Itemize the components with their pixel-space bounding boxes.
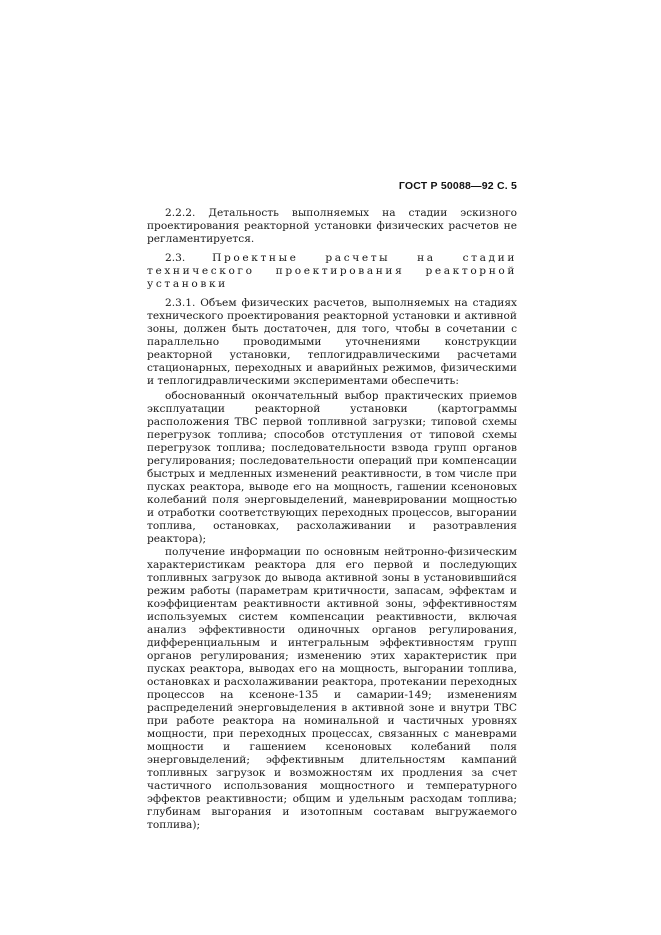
- clause-number: 2.3.1.: [165, 297, 196, 309]
- section-heading-2-3: [147, 252, 517, 291]
- document-body: [147, 207, 517, 832]
- clause-2-2-2: [147, 207, 517, 246]
- running-header: ГОСТ Р 50088—92 С. 5: [398, 180, 517, 192]
- section-heading-text: Проектные расчеты на стадии технического проектирования реакторной установки: [147, 252, 517, 290]
- section-number: 2.3.: [165, 252, 186, 264]
- clause-number: 2.2.2.: [165, 207, 196, 219]
- clause-text: Объем физических расчетов, выполняемых на стадиях технического проектирования реакторной установки и активной зоны, должен быть достаточен, для того, чтобы в сочетании с параллельно проводимыми уточнениями конструкции реакторной установки, теплогидравлическими расчетами стационарных, переходных и аварийных режимов, физическими и теплогидравлическими экспериментами обеспечить:: [147, 297, 518, 387]
- clause-text: Детальность выполняемых на стадии эскизного проектирования реакторной установки физических расчетов не регламентируется.: [147, 207, 517, 245]
- clause-2-3-1: [147, 297, 517, 388]
- list-item: получение информации по основным нейтронно-физическим характеристикам реактора для его первой и последующих топливных загрузок до вывода активной зоны в установившийся режим работы (параметрам критичности, запасам, эффектам и коэффициентам реактивности активной зоны, эффективностям используемых систем компенсации реактивности, включая анализ эффективности одиночных органов регулирования, дифференциальным и интегральным эффективностям групп органов регулирования; изменению этих характеристик при пусках реактора, выводах его на мощность, выгорании топлива, остановках и расхолаживании реактора, протекании переходных процессов на ксеноне-135 и самарии-149; изменениям распределений энерговыделения в активной зоне и внутри ТВС при работе реактора на номинальной и частичных уровнях мощности, при переходных процессах, связанных с маневрами мощности и гашением ксеноновых колебаний поля энерговыделений; эффективным длительностям кампаний топливных загрузок и возможностям их продления за счет частичного использования мощностного и температурного эффектов реактивности; общим и удельным расходам топлива; глубинам выгорания и изотопным составам выгружаемого топлива);: [147, 546, 517, 831]
- list-item: обоснованный окончательный выбор практических приемов эксплуатации реакторной установки (картограммы расположения ТВС первой топливной загрузки; типовой схемы перегрузок топлива; способов отступления от типовой схемы перегрузок топлива; последовательности взвода групп органов регулирования; последовательности операций при компенсации быстрых и медленных изменений реактивности, в том числе при пусках реактора, выводе его на мощность, гашении ксеноновых колебаний поля энерговыделений, маневрировании мощностью и отработки соответствующих переходных процессов, выгорании топлива, остановках, расхолаживании и разотравления реактора);: [147, 390, 517, 545]
